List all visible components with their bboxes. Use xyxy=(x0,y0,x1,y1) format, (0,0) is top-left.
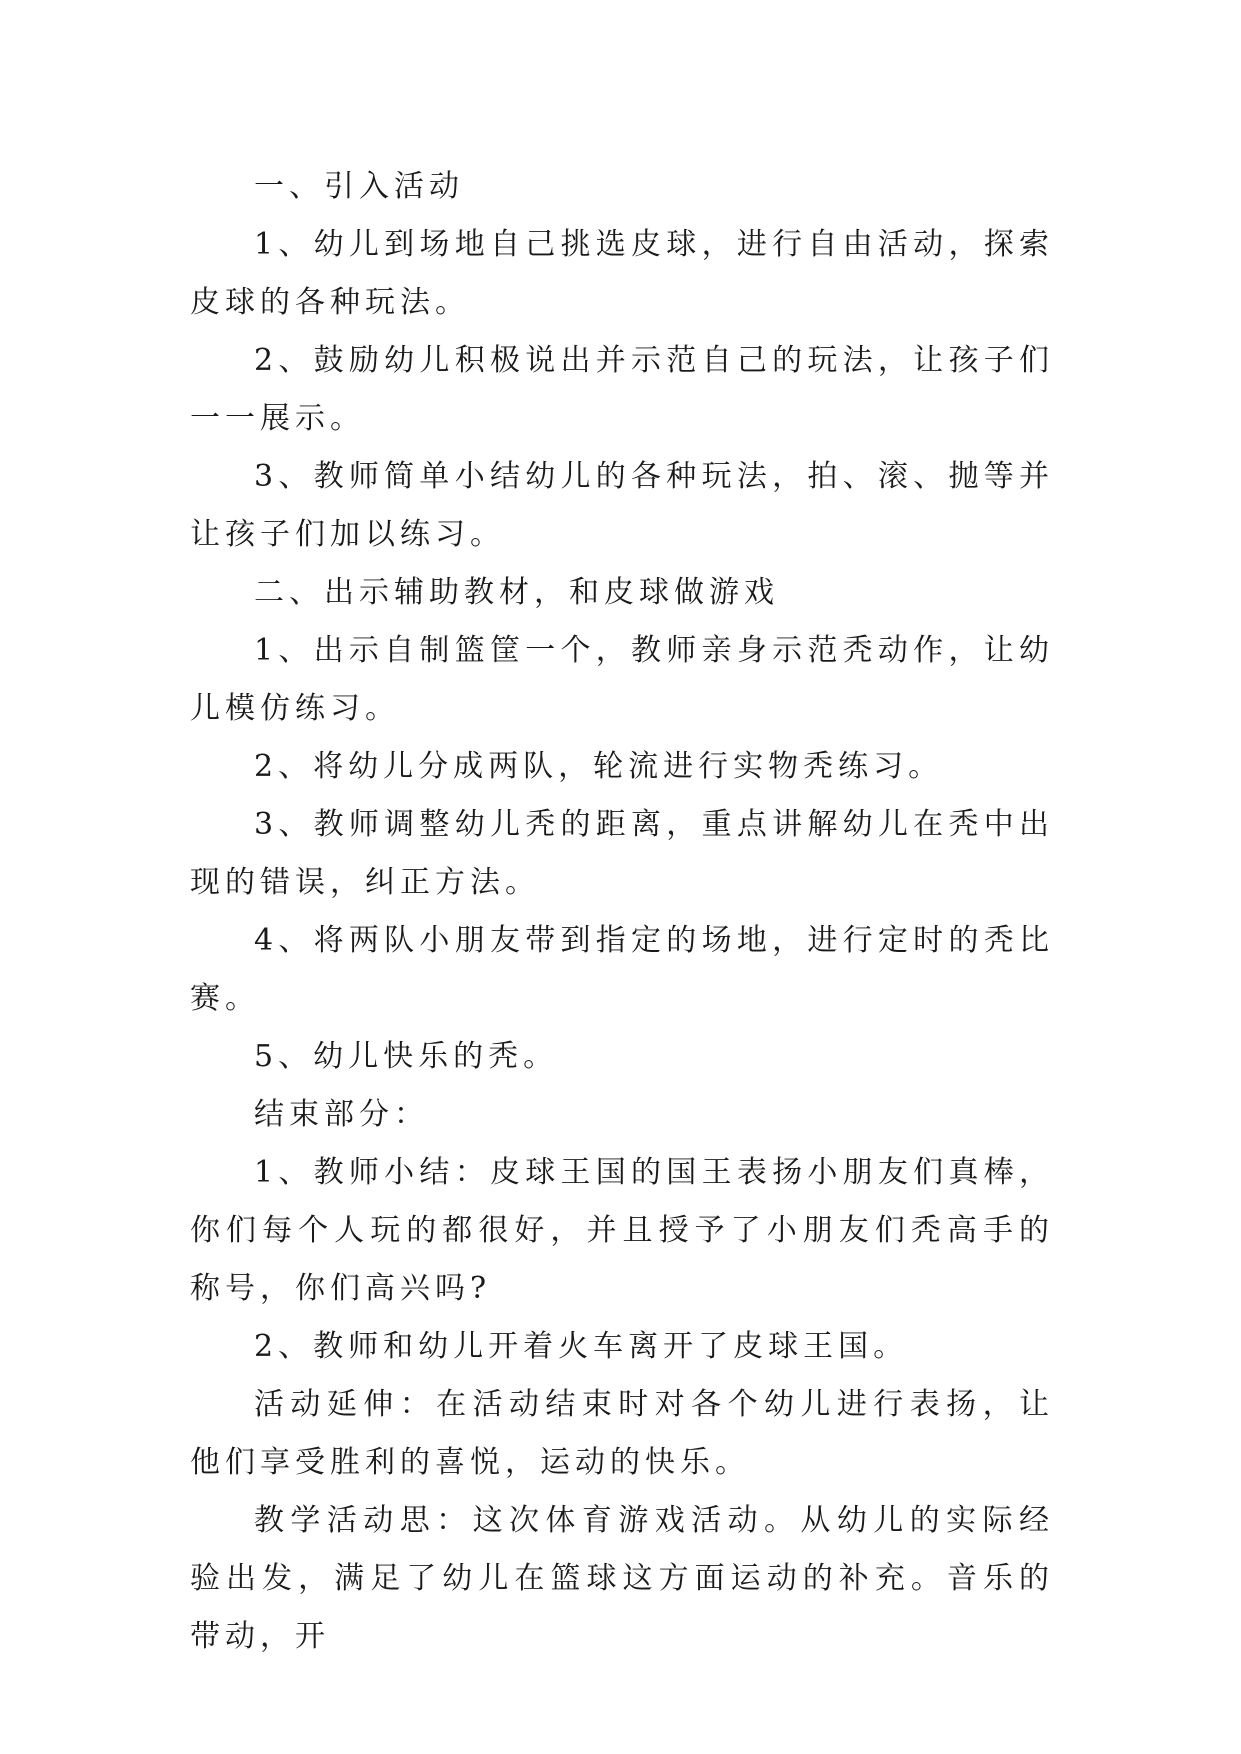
section-heading-ending: 结束部分： xyxy=(254,1097,429,1132)
paragraph: 1、教师小结：皮球王国的国王表扬小朋友们真棒，你们每个人玩的都很好，并且授予了小朋友们秃高手的称号，你们高兴吗? xyxy=(190,1155,1054,1306)
paragraph: 2、教师和幼儿开着火车离开了皮球王国。 xyxy=(254,1329,909,1364)
paragraph: 2、鼓励幼儿积极说出并示范自己的玩法，让孩子们一一展示。 xyxy=(190,343,1054,436)
paragraph: 3、教师调整幼儿秃的距离，重点讲解幼儿在秃中出现的错误，纠正方法。 xyxy=(190,807,1054,900)
paragraph: 2、将幼儿分成两队，轮流进行实物秃练习。 xyxy=(254,749,944,784)
paragraph: 1、出示自制篮筐一个，教师亲身示范秃动作，让幼儿模仿练习。 xyxy=(190,633,1054,726)
paragraph: 4、将两队小朋友带到指定的场地，进行定时的秃比赛。 xyxy=(190,923,1054,1016)
paragraph: 5、幼儿快乐的秃。 xyxy=(254,1039,559,1074)
paragraph: 3、教师简单小结幼儿的各种玩法，拍、滚、抛等并让孩子们加以练习。 xyxy=(190,459,1054,552)
document-body xyxy=(190,158,1054,1666)
paragraph-reflection: 教学活动思：这次体育游戏活动。从幼儿的实际经验出发，满足了幼儿在篮球这方面运动的补充。音乐的带动，开 xyxy=(190,1503,1054,1654)
section-heading-game: 二、出示辅助教材，和皮球做游戏 xyxy=(254,575,779,610)
section-heading-intro: 一、引入活动 xyxy=(254,169,464,204)
paragraph: 1、幼儿到场地自己挑选皮球，进行自由活动，探索皮球的各种玩法。 xyxy=(190,227,1054,320)
paragraph-extension: 活动延伸：在活动结束时对各个幼儿进行表扬，让他们享受胜利的喜悦，运动的快乐。 xyxy=(190,1387,1054,1480)
